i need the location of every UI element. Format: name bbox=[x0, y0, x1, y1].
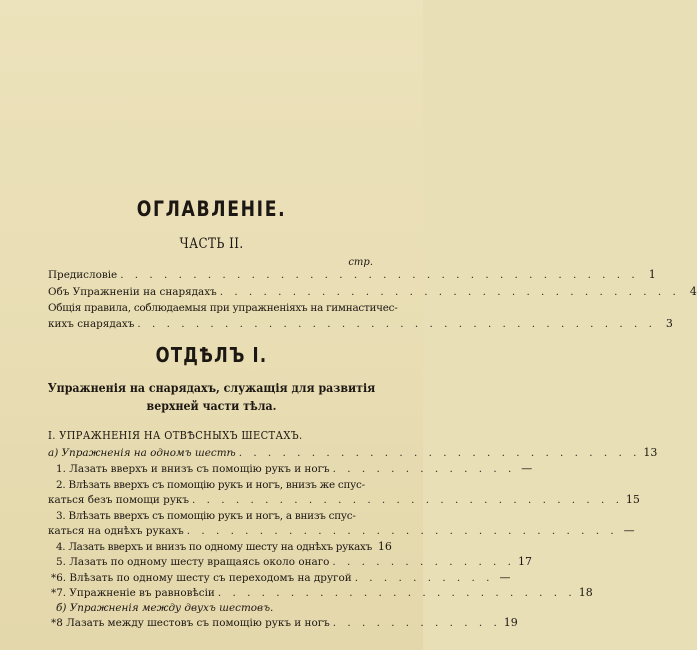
leader-dots: . . . . . . . . . . . . . . . . . . . . . . . . . . . . . . . . . . . . bbox=[120, 269, 639, 281]
page-column-label: стр. bbox=[348, 257, 373, 268]
toc-row-text: каться безъ помощи рукъ bbox=[48, 494, 190, 506]
toc-row-page: — bbox=[521, 462, 533, 475]
page-title: ОГЛАВЛЕНІЕ. bbox=[136, 197, 287, 221]
leader-dots: . . . . . . . . . . . . . . . . . . . . . . . . . . . . bbox=[238, 447, 641, 459]
toc-row bbox=[48, 524, 635, 538]
toc-row-text: *8 Лазать между шестовъ съ помощію рукъ и ногъ bbox=[51, 617, 330, 629]
toc-row bbox=[48, 493, 640, 507]
toc-row bbox=[48, 268, 656, 282]
toc-row-page: 4 bbox=[689, 285, 697, 298]
leader-dots: . . . . . . . . . . . . . bbox=[332, 556, 515, 568]
leader-dots: . . . . . . . . . . . . . . . . . . . . . . . . . . . . . . . . . . . . bbox=[137, 318, 656, 330]
toc-row bbox=[48, 555, 532, 569]
toc-row bbox=[48, 586, 593, 600]
division-subtitle: Упражненія на снарядахъ, служащія для развитія bbox=[47, 380, 376, 395]
toc-row-text: 3. Влѣзать вверхъ съ помощію рукъ и ногъ, а внизъ спус- bbox=[56, 510, 356, 522]
toc-row-page: 3 bbox=[665, 317, 673, 330]
leader-dots: . . . . . . . . . . . . bbox=[332, 617, 501, 629]
toc-row-page: 1 bbox=[648, 268, 656, 281]
toc-row bbox=[48, 285, 697, 299]
leader-dots: . . . . . . . . . . . . . . . . . . . . . . . . . . . . . . . . bbox=[219, 286, 680, 298]
toc-row-text: 1. Лазать вверхъ и внизъ съ помощію рукъ и ногъ bbox=[56, 463, 330, 475]
toc-row-page: 17 bbox=[517, 555, 532, 568]
part-heading: ЧАСТЬ II. bbox=[179, 236, 244, 252]
toc-row-text: Общія правила, соблюдаемыя при упражненіяхъ на гимнастичес- bbox=[48, 302, 398, 314]
toc-row-text: Объ Упражненіи на снарядахъ bbox=[48, 286, 217, 298]
toc-row-text: *6. Влѣзать по одному шесту съ переходомъ на другой bbox=[51, 572, 352, 584]
leader-dots: . . . . . . . . . . . . . bbox=[332, 463, 516, 475]
toc-row-page: 18 bbox=[578, 586, 593, 599]
toc-row bbox=[48, 540, 392, 554]
toc-row-text: 4. Лазать вверхъ и внизъ по одному шесту на однѣхъ рукахъ bbox=[56, 541, 372, 553]
toc-row-text: кихъ снарядахъ bbox=[48, 318, 135, 330]
toc-row bbox=[48, 446, 658, 460]
division-title: ОТДѢЛЪ I. bbox=[155, 343, 268, 367]
toc-row-text: 2. Влѣзать вверхъ съ помощію рукъ и ногъ, внизъ же спус- bbox=[56, 479, 365, 491]
toc-row bbox=[48, 462, 533, 476]
toc-row bbox=[48, 616, 518, 630]
division-subtitle: верхней части тѣла. bbox=[146, 398, 277, 413]
toc-row-page: 16 bbox=[377, 540, 392, 553]
leader-dots: . . . . . . . . . . . . . . . . . . . . . . . . . . . . . . bbox=[186, 525, 618, 537]
toc-row-page: 13 bbox=[643, 446, 658, 459]
toc-row-text: 5. Лазать по одному шесту вращаясь около онаго bbox=[56, 556, 330, 568]
leader-dots: . . . . . . . . . . bbox=[354, 572, 494, 584]
toc-row-text: *7. Упражненіе въ равновѣсіи bbox=[51, 587, 215, 599]
leader-dots: . . . . . . . . . . . . . . . . . . . . . . . . . . . . . . bbox=[192, 494, 623, 506]
toc-row-text: каться на однѣхъ рукахъ bbox=[48, 525, 184, 537]
toc-row bbox=[48, 317, 673, 331]
toc-row-page: — bbox=[623, 524, 635, 537]
toc-row-text: Предисловіе bbox=[48, 269, 118, 281]
toc-row bbox=[48, 571, 511, 585]
toc-row-page: 19 bbox=[503, 616, 518, 629]
toc-row-page: 15 bbox=[625, 493, 640, 506]
toc-row-text: а) Упражненія на одномъ шестѣ bbox=[48, 447, 236, 459]
leader-dots: . . . . . . . . . . . . . . . . . . . . . . . . . bbox=[217, 587, 576, 599]
toc-row-page: — bbox=[499, 571, 511, 584]
toc-row-text: б) Упражненія между двухъ шестовъ. bbox=[56, 602, 274, 614]
section-heading: I. УПРАЖНЕНІЯ НА ОТВѢСНЫХЪ ШЕСТАХЪ. bbox=[48, 429, 303, 442]
